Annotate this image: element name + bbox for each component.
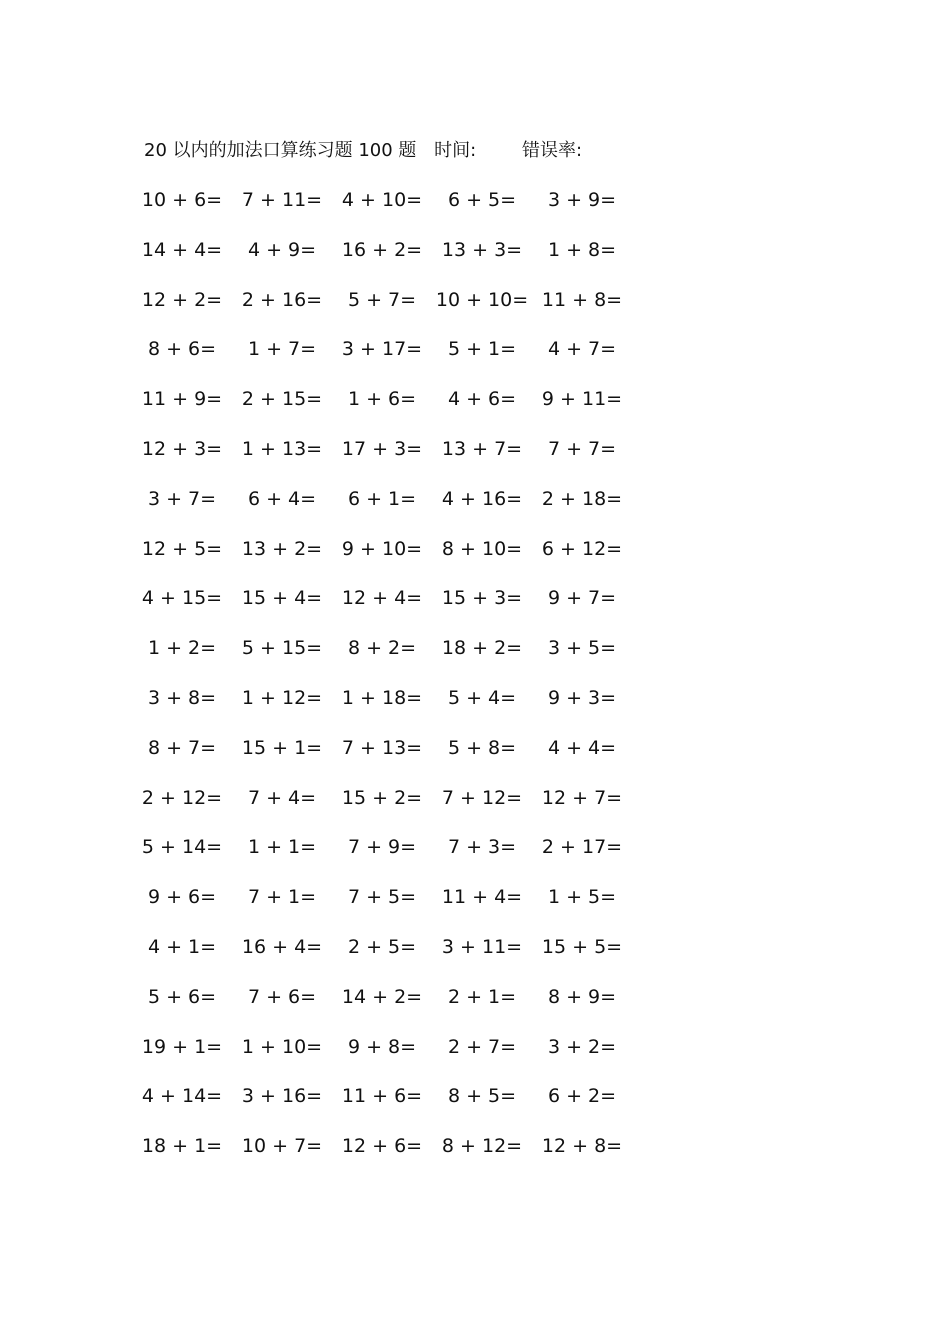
problem: 10 + 6=: [141, 189, 223, 211]
problem: 6 + 12=: [541, 537, 623, 560]
problem: 9 + 11=: [541, 388, 623, 411]
problem: 9 + 7=: [547, 587, 617, 610]
problem-row: [132, 433, 632, 483]
problem: 5 + 4=: [447, 686, 517, 709]
problem-row: [132, 981, 632, 1031]
problem: 8 + 10=: [441, 537, 523, 560]
problem: 14 + 4=: [141, 238, 223, 261]
problem: 4 + 15=: [141, 587, 223, 610]
problem: 9 + 3=: [547, 686, 617, 709]
problem: 8 + 2=: [347, 637, 417, 660]
problem: 7 + 9=: [347, 836, 417, 859]
problem: 3 + 17=: [341, 338, 423, 361]
problem: 7 + 11=: [241, 189, 323, 211]
problem: 6 + 2=: [547, 1085, 617, 1108]
problem-row: [132, 483, 632, 533]
time-label: 时间:: [434, 140, 477, 161]
problem-row: [132, 184, 632, 234]
problem: 5 + 8=: [447, 736, 517, 759]
problem: 7 + 4=: [247, 786, 317, 809]
problem: 12 + 5=: [141, 537, 223, 560]
problem: 3 + 11=: [441, 935, 523, 958]
problem-row: [132, 782, 632, 832]
problem: 7 + 3=: [447, 836, 517, 859]
problem: 5 + 7=: [347, 288, 417, 311]
problem: 7 + 13=: [341, 736, 423, 759]
problem: 2 + 18=: [541, 487, 623, 510]
problem: 15 + 5=: [541, 935, 623, 958]
problem: 1 + 10=: [241, 1035, 323, 1058]
problem: 18 + 2=: [441, 637, 523, 660]
problem: 6 + 1=: [347, 487, 417, 510]
problem: 7 + 7=: [547, 437, 617, 460]
problem: 9 + 10=: [341, 537, 423, 560]
problem-row: [132, 682, 632, 732]
problem: 8 + 12=: [441, 1135, 523, 1158]
problem: 14 + 2=: [341, 985, 423, 1008]
problem: 2 + 12=: [141, 786, 223, 809]
problem: 1 + 12=: [241, 686, 323, 709]
problem: 6 + 5=: [447, 189, 517, 211]
problem: 11 + 9=: [141, 388, 223, 411]
problem: 7 + 5=: [347, 886, 417, 909]
worksheet-header: [144, 136, 582, 166]
worksheet-title: 20 以内的加法口算练习题 100 题: [144, 140, 417, 161]
problem: 7 + 1=: [247, 886, 317, 909]
problem: 4 + 10=: [341, 189, 423, 211]
problem: 1 + 13=: [241, 437, 323, 460]
problem: 1 + 2=: [147, 637, 217, 660]
problem: 8 + 7=: [147, 736, 217, 759]
problem: 2 + 5=: [347, 935, 417, 958]
problem: 9 + 6=: [147, 886, 217, 909]
problem-row: [132, 732, 632, 782]
problem: 5 + 15=: [241, 637, 323, 660]
problem-row: [132, 333, 632, 383]
problem: 11 + 8=: [541, 288, 623, 311]
problem-row: [132, 234, 632, 284]
problem: 2 + 1=: [447, 985, 517, 1008]
problem: 3 + 7=: [147, 487, 217, 510]
problem: 15 + 3=: [441, 587, 523, 610]
problem: 2 + 17=: [541, 836, 623, 859]
problem: 4 + 16=: [441, 487, 523, 510]
problem: 8 + 9=: [547, 985, 617, 1008]
problem: 7 + 12=: [441, 786, 523, 809]
problem: 9 + 8=: [347, 1035, 417, 1058]
problem: 3 + 8=: [147, 686, 217, 709]
problem: 12 + 3=: [141, 437, 223, 460]
problem: 13 + 7=: [441, 437, 523, 460]
problem: 12 + 2=: [141, 288, 223, 311]
problem: 12 + 7=: [541, 786, 623, 809]
problem: 8 + 6=: [147, 338, 217, 361]
problem: 19 + 1=: [141, 1035, 223, 1058]
problem: 4 + 14=: [141, 1085, 223, 1108]
problem: 15 + 1=: [241, 736, 323, 759]
problem: 11 + 6=: [341, 1085, 423, 1108]
problem: 6 + 4=: [247, 487, 317, 510]
problem-row: [132, 533, 632, 583]
problem: 13 + 2=: [241, 537, 323, 560]
problem: 16 + 2=: [341, 238, 423, 261]
problem-row: [132, 881, 632, 931]
problem: 10 + 10=: [435, 288, 529, 311]
problem: 10 + 7=: [241, 1135, 323, 1158]
problem: 4 + 1=: [147, 935, 217, 958]
problem: 15 + 4=: [241, 587, 323, 610]
problem: 3 + 5=: [547, 637, 617, 660]
problem: 2 + 15=: [241, 388, 323, 411]
problem: 13 + 3=: [441, 238, 523, 261]
problem: 1 + 1=: [247, 836, 317, 859]
problem: 12 + 6=: [341, 1135, 423, 1158]
problem-row: [132, 1031, 632, 1081]
problem: 1 + 5=: [547, 886, 617, 909]
problem: 1 + 18=: [341, 686, 423, 709]
problem: 7 + 6=: [247, 985, 317, 1008]
problem: 5 + 6=: [147, 985, 217, 1008]
problem-row: [132, 383, 632, 433]
problem: 12 + 4=: [341, 587, 423, 610]
problem: 15 + 2=: [341, 786, 423, 809]
problem: 2 + 16=: [241, 288, 323, 311]
problem-row: [132, 1080, 632, 1130]
problem-row: [132, 1130, 632, 1180]
problem-row: [132, 284, 632, 334]
problem: 3 + 16=: [241, 1085, 323, 1108]
problem: 3 + 2=: [547, 1035, 617, 1058]
problem: 4 + 9=: [247, 238, 317, 261]
problem: 1 + 8=: [547, 238, 617, 261]
problem: 17 + 3=: [341, 437, 423, 460]
error-rate-label: 错误率:: [521, 140, 583, 161]
problem-row: [132, 582, 632, 632]
problem: 1 + 7=: [247, 338, 317, 361]
problem: 4 + 4=: [547, 736, 617, 759]
problem: 2 + 7=: [447, 1035, 517, 1058]
problem-row: [132, 931, 632, 981]
problem: 8 + 5=: [447, 1085, 517, 1108]
problem: 11 + 4=: [441, 886, 523, 909]
problem: 5 + 14=: [141, 836, 223, 859]
problem: 3 + 9=: [547, 189, 617, 211]
problem: 1 + 6=: [347, 388, 417, 411]
problem: 4 + 6=: [447, 388, 517, 411]
problem-row: [132, 831, 632, 881]
problem: 5 + 1=: [447, 338, 517, 361]
problem-row: [132, 632, 632, 682]
problem: 18 + 1=: [141, 1135, 223, 1158]
problem-grid: [132, 184, 632, 1180]
problem: 12 + 8=: [541, 1135, 623, 1158]
problem: 16 + 4=: [241, 935, 323, 958]
problem: 4 + 7=: [547, 338, 617, 361]
